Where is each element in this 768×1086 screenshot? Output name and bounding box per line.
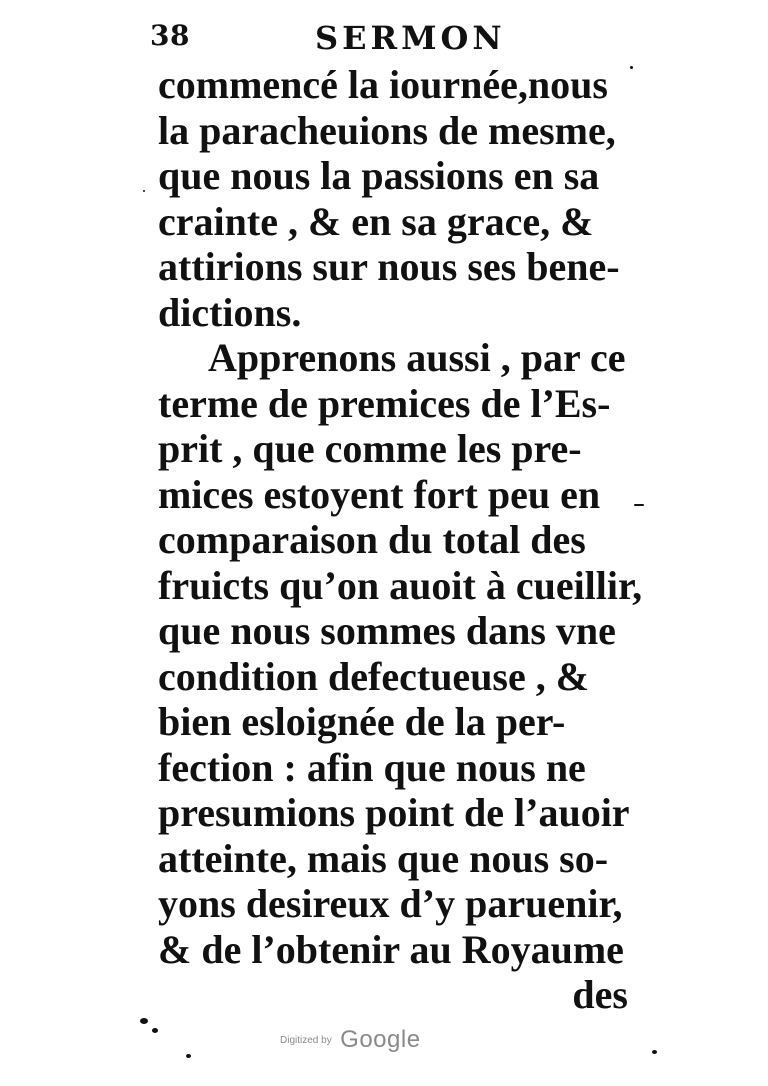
paragraph-start-line: Apprenons aussi , par ce <box>208 335 626 380</box>
watermark-prefix: Digitized by <box>280 1034 332 1046</box>
text-line: dictions. <box>158 289 302 335</box>
text-line: bien esloignée de la per- <box>158 699 566 744</box>
ink-speck <box>652 1050 657 1054</box>
watermark-brand: Google <box>340 1026 421 1053</box>
ink-speck <box>140 1018 148 1024</box>
text-line: yons desireux d’y paruenir, <box>158 881 623 926</box>
text-line: que nous sommes dans vne <box>158 608 616 653</box>
ink-speck <box>186 1054 191 1058</box>
running-head: SERMON <box>315 19 506 57</box>
text-line: atteinte, mais que nous so- <box>158 835 609 881</box>
text-line: mices estoyent fort peu en <box>158 471 601 517</box>
text-line: la paracheuions de mesme, <box>158 107 616 153</box>
ink-speck <box>634 504 644 506</box>
text-line: terme de premices de l’Es- <box>158 380 611 426</box>
text-line: presumions point de l’auoir <box>158 790 630 835</box>
text-line: fection : afin que nous ne <box>158 744 586 790</box>
ink-speck <box>143 190 145 192</box>
text-line: comparaison du total des <box>158 517 586 562</box>
text-line: attirions sur nous ses bene- <box>158 244 620 289</box>
text-line: que nous la passions en sa <box>158 153 600 198</box>
text-line: condition defectueuse , & <box>158 653 590 699</box>
page-header <box>150 18 630 66</box>
body-text <box>158 62 643 1018</box>
page-number: 38 <box>150 19 190 52</box>
text-line: crainte , & en sa grace, & <box>158 198 594 244</box>
digitization-watermark <box>280 1026 500 1054</box>
ink-speck <box>152 1028 158 1033</box>
text-line: prit , que comme les pre- <box>158 426 582 471</box>
catchword: des <box>572 972 628 1017</box>
ink-speck <box>630 66 633 69</box>
text-line: commencé la iournée,nous <box>158 62 608 107</box>
text-line: & de l’obtenir au Royaume <box>158 926 624 972</box>
text-line: fruicts qu’on auoit à cueillir, <box>158 562 643 608</box>
